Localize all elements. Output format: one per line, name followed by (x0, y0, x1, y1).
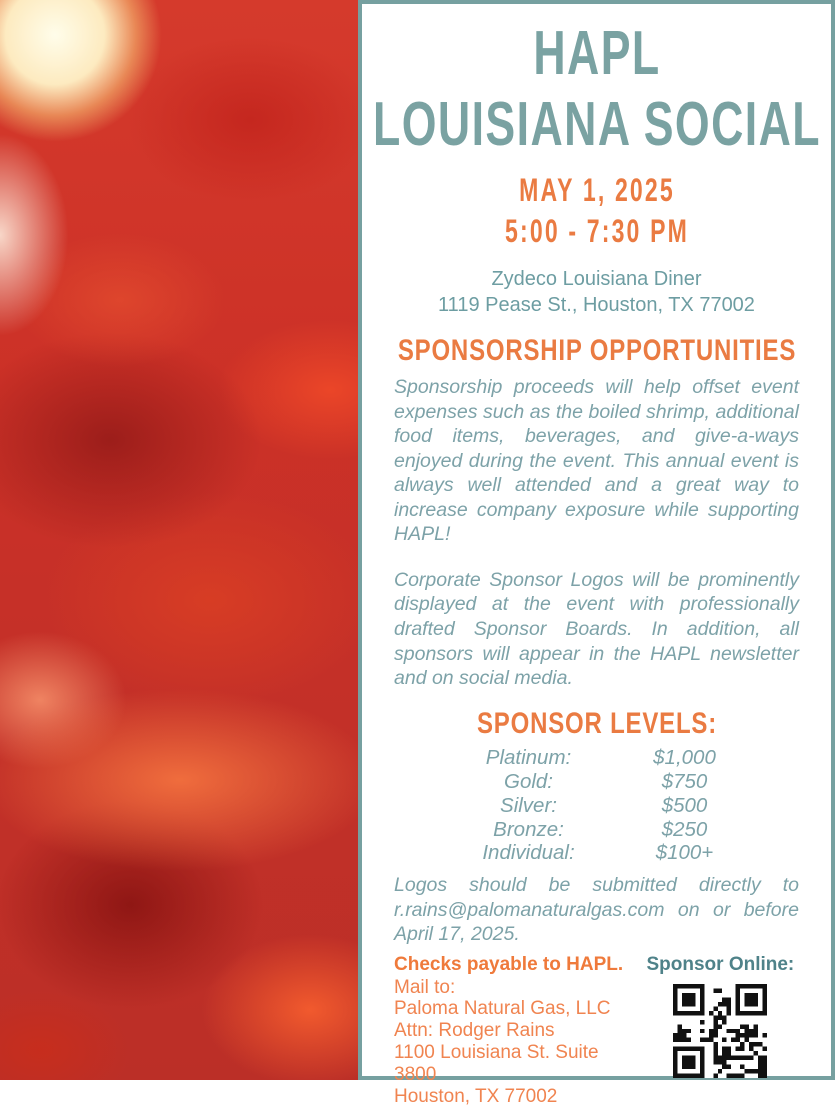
payment-block (394, 954, 642, 1107)
level-price: $750 (661, 769, 708, 793)
level-name: Platinum: (485, 746, 572, 770)
sponsor-online-block (642, 954, 799, 1083)
sponsor-levels-heading: SPONSOR LEVELS: (476, 706, 717, 740)
sponsor-online-label: Sponsor Online: (646, 953, 795, 975)
flyer-content (362, 19, 831, 1107)
level-name: Gold: (504, 769, 553, 793)
flyer-panel (358, 0, 835, 1107)
mail-line-street: 1100 Louisiana St. Suite 3800 (394, 1042, 599, 1085)
venue-name: Zydeco Louisiana Diner (491, 267, 702, 290)
level-name: Individual: (482, 841, 575, 865)
crawfish-photo (0, 0, 362, 1080)
event-time: 5:00 - 7:30 PM (504, 213, 689, 250)
level-price: $100+ (655, 841, 714, 865)
logos-note: Logos should be submitted directly to r.rains@palomanaturalgas.com on or before April 17, 2025. (394, 874, 799, 946)
qr-code (673, 984, 767, 1078)
event-title-line2: LOUISIANA SOCIAL (372, 90, 821, 160)
mail-line-attn: Attn: Rodger Rains (394, 1020, 555, 1042)
mail-to-label: Mail to: (394, 976, 456, 998)
level-price: $500 (661, 793, 708, 817)
sponsor-levels-list (454, 746, 740, 865)
venue-address: 1119 Pease St., Houston, TX 77002 (438, 294, 755, 317)
sponsorship-paragraph-2: Corporate Sponsor Logos will be prominently displayed at the event with professionally drafted Sponsor Boards. In addition, all sponsors will appear in the HAPL newsletter and on social media. (394, 568, 799, 690)
level-price: $250 (661, 817, 708, 841)
payment-and-online-row (394, 954, 799, 1107)
event-title-line1: HAPL (532, 19, 661, 88)
level-name: Bronze: (493, 817, 564, 841)
venue-block (394, 266, 799, 319)
sponsorship-paragraph-1: Sponsorship proceeds will help offset event expenses such as the boiled shrimp, additional food items, beverages, and give-a-ways enjoyed during the event. This annual event is always well attended and a great way to increase company exposure while supporting HAPL! (394, 375, 799, 546)
level-name: Silver: (500, 793, 557, 817)
mail-line-company: Paloma Natural Gas, LLC (394, 998, 611, 1020)
checks-payable-line: Checks payable to HAPL. (394, 953, 624, 975)
mail-line-city: Houston, TX 77002 (394, 1085, 558, 1107)
sponsorship-heading: SPONSORSHIP OPPORTUNITIES (397, 334, 796, 368)
event-date: MAY 1, 2025 (518, 172, 675, 209)
level-price: $1,000 (653, 746, 716, 770)
